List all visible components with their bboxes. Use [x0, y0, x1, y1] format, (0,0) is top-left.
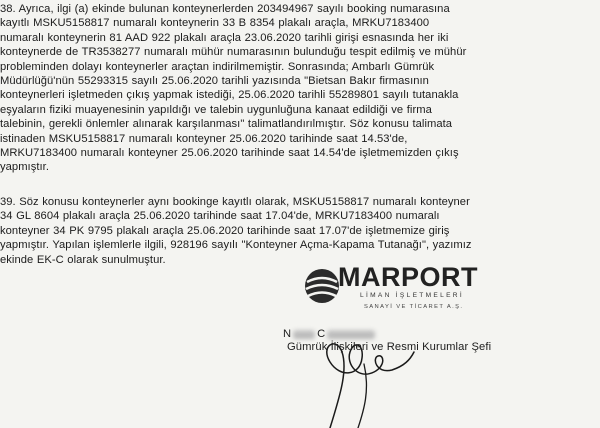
handwritten-signature: [300, 300, 450, 428]
paragraph-line: kayıtlı MSKU5158817 numaralı konteynerin 33 B 8354 plakalı araçla, MRKU7183400: [0, 17, 430, 30]
paragraph-line: yapmıştır. Yapılan işlemlerle ilgili, 928196 sayılı "Konteyner Açma-Kapama Tutanağı", yazımız: [0, 239, 472, 252]
paragraph-line: eşyaların fiziki muayenesinin yapıldığı ve talebin uygunluğuna kanaat edildiği ve firma: [0, 103, 432, 116]
paragraph-line: talebinin, gerekli önlemler alınarak karşılanması" talimatlandırılmıştır. Söz konusu talimata: [0, 118, 453, 131]
paragraph-line: istinaden MSKU5158817 numaralı konteyner 25.06.2020 tarihinde saat 14.53'de,: [0, 132, 408, 145]
paragraph-line: Müdürlüğü'nün 55293315 sayılı 25.06.2020 tarihli yazısında "Bietsan Bakır firmasının: [0, 74, 429, 87]
name-initial: N: [283, 328, 292, 340]
paragraph-38: [0, 2, 600, 175]
logo-wordmark: MARPORT: [338, 262, 478, 292]
paragraph-39: [0, 195, 600, 267]
paragraph-line: 38. Ayrıca, ilgi (a) ekinde bulunan konteynerlerden 203494967 sayılı booking numarasına: [0, 3, 450, 15]
paragraph-line: yapmıştır.: [0, 161, 49, 174]
paragraph-line: 39. Söz konusu konteynerler aynı bookinge kayıtlı olarak, MSKU5158817 numaralı konteyner: [0, 196, 470, 208]
paragraph-line: numaralı konteynerin 81 AAD 922 plakalı araçla 23.06.2020 tarihli girişi esnasında her iki: [0, 31, 449, 44]
paragraph-line: konteynerleri işletmeden çıkış yapmak istediği, 25.06.2020 tarihli 55289801 sayılı tutanakla: [0, 89, 459, 102]
logo-subtitle: LİMAN İŞLETMELERİ: [360, 292, 464, 299]
surname-initial: C: [317, 328, 326, 340]
logo-subtitle-2: SANAYİ VE TİCARET A.Ş.: [364, 304, 464, 310]
paragraph-line: probleminden dolayı konteynerler araçtan indirilmemiştir. Sonrasında; Ambarlı Gümrük: [0, 60, 435, 73]
paragraph-line: 34 GL 8604 plakalı araçla 25.06.2020 tarihinde saat 17.04'de, MRKU7183400 numaralı: [0, 210, 440, 223]
paragraph-line: konteynerde de TR3538277 numaralı mühür numarasının bulunduğu tespit edilmiş ve mühür: [0, 46, 467, 59]
redacted-text: [327, 330, 375, 339]
signatory-title: Gümrük İlişkileri ve Resmi Kurumlar Şefi: [287, 341, 492, 353]
paragraph-line: MRKU7183400 numaralı konteyner 25.06.2020 tarihinde saat 14.54'de işletmemizden çıkış: [0, 146, 459, 159]
paragraph-line: konteyner 34 PK 9795 plakalı araçla 25.06.2020 tarihinde saat 17.07'de işletmemize giriş: [0, 224, 450, 237]
paragraph-line: ekinde EK-C olarak sunulmuştur.: [0, 253, 166, 266]
signatory-name: [283, 326, 377, 342]
redacted-text: [293, 330, 315, 339]
